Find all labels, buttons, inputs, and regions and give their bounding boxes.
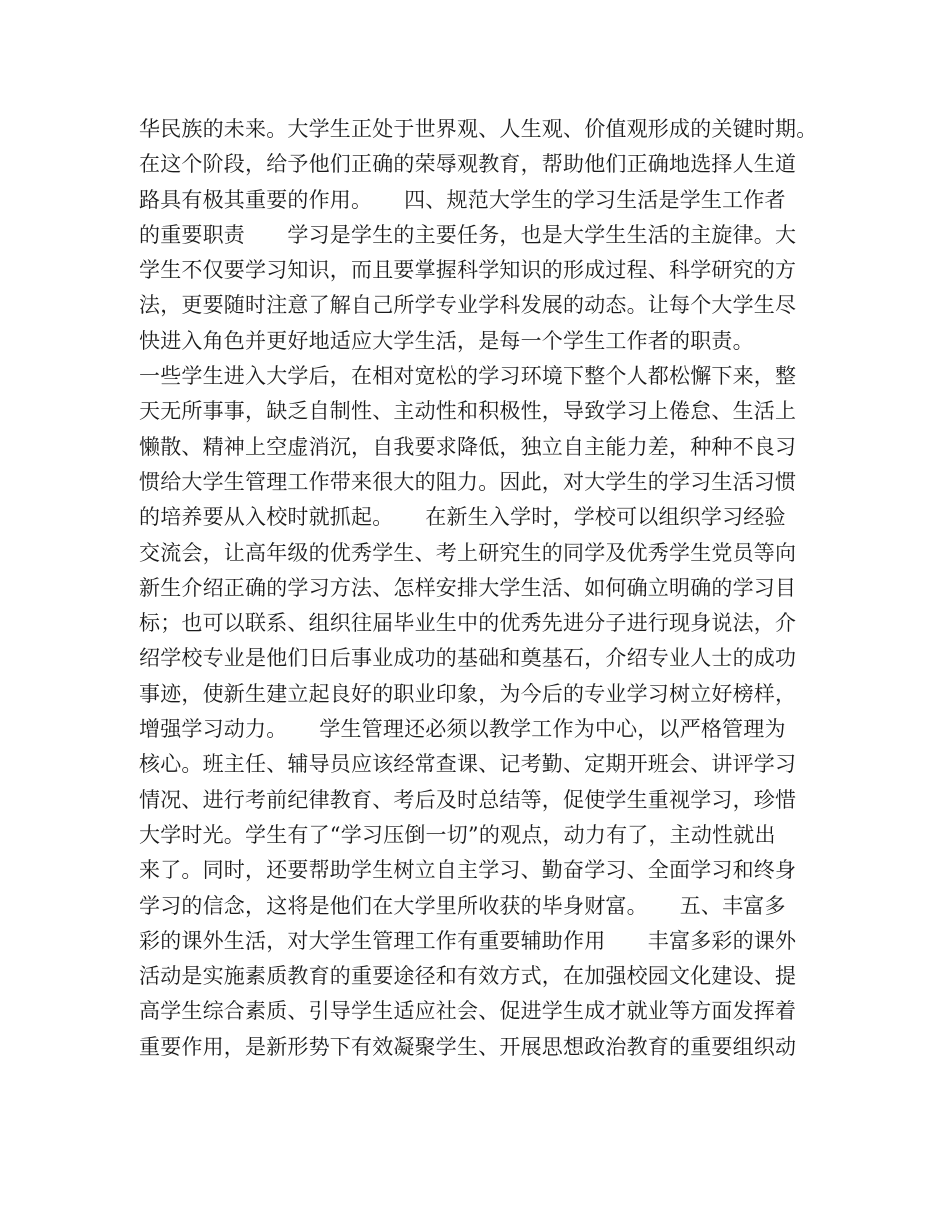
text-line: 快进入角色并更好地适应大学生活，是每一个学生工作者的职责。: [139, 328, 754, 353]
text-line: 的培养要从入校时就抓起。 在新生入学时，学校可以组织学习经验: [139, 505, 786, 530]
text-line: 懒散、精神上空虚消沉，自我要求降低，独立自主能力差，种种不良习: [139, 434, 797, 459]
text-line: 活动是实施素质教育的重要途径和有效方式，在加强校园文化建设、提: [139, 964, 797, 989]
text-line: 交流会，让高年级的优秀学生、考上研究生的同学及优秀学生党员等向: [139, 540, 797, 565]
text-line: 路具有极其重要的作用。 四、规范大学生的学习生活是学生工作者: [139, 187, 786, 212]
text-line: 重要作用，是新形势下有效凝聚学生、开展思想政治教育的重要组织动: [139, 1034, 797, 1059]
text-line: 在这个阶段，给予他们正确的荣辱观教育，帮助他们正确地选择人生道: [139, 152, 797, 177]
text-line: 绍学校专业是他们日后事业成功的基础和奠基石，介绍专业人士的成功: [139, 646, 797, 671]
text-line: 学习的信念，这将是他们在大学里所收获的毕身财富。 五、丰富多: [139, 893, 786, 918]
text-line: 核心。班主任、辅导员应该经常查课、记考勤、定期开班会、讲评学习: [139, 752, 797, 777]
text-line: 法，更要随时注意了解自己所学专业学科发展的动态。让每个大学生尽: [139, 293, 797, 318]
text-line: 大学时光。学生有了“学习压倒一切”的观点，动力有了，主动性就出: [139, 822, 776, 847]
text-line: 高学生综合素质、引导学生适应社会、促进学生成才就业等方面发挥着: [139, 999, 797, 1024]
text-line: 学生不仅要学习知识，而且要掌握科学知识的形成过程、科学研究的方: [139, 258, 797, 283]
text-line: 事迹，使新生建立起良好的职业印象，为今后的专业学习树立好榜样，: [139, 681, 797, 706]
text-line: 华民族的未来。大学生正处于世界观、人生观、价值观形成的关键时期。: [139, 117, 818, 141]
text-line: 增强学习动力。 学生管理还必须以教学工作为中心，以严格管理为: [139, 717, 786, 742]
text-line: 情况、进行考前纪律教育、考后及时总结等，促使学生重视学习，珍惜: [139, 787, 797, 812]
body-text: [139, 112, 829, 1065]
text-line: 一些学生进入大学后，在相对宽松的学习环境下整个人都松懈下来，整: [139, 364, 797, 389]
text-line: 来了。同时，还要帮助学生树立自主学习、勤奋学习、全面学习和终身: [139, 858, 797, 883]
text-line: 的重要职责 学习是学生的主要任务，也是大学生生活的主旋律。大: [139, 222, 797, 247]
text-line: 天无所事事，缺乏自制性、主动性和积极性，导致学习上倦怠、生活上: [139, 399, 797, 424]
text-line: 标；也可以联系、组织往届毕业生中的优秀先进分子进行现身说法，介: [139, 611, 797, 636]
text-line: 惯给大学生管理工作带来很大的阻力。因此，对大学生的学习生活习惯: [139, 469, 797, 494]
text-line: 新生介绍正确的学习方法、怎样安排大学生活、如何确立明确的学习目: [139, 575, 797, 600]
text-line: 彩的课外生活，对大学生管理工作有重要辅助作用 丰富多彩的课外: [139, 928, 797, 953]
